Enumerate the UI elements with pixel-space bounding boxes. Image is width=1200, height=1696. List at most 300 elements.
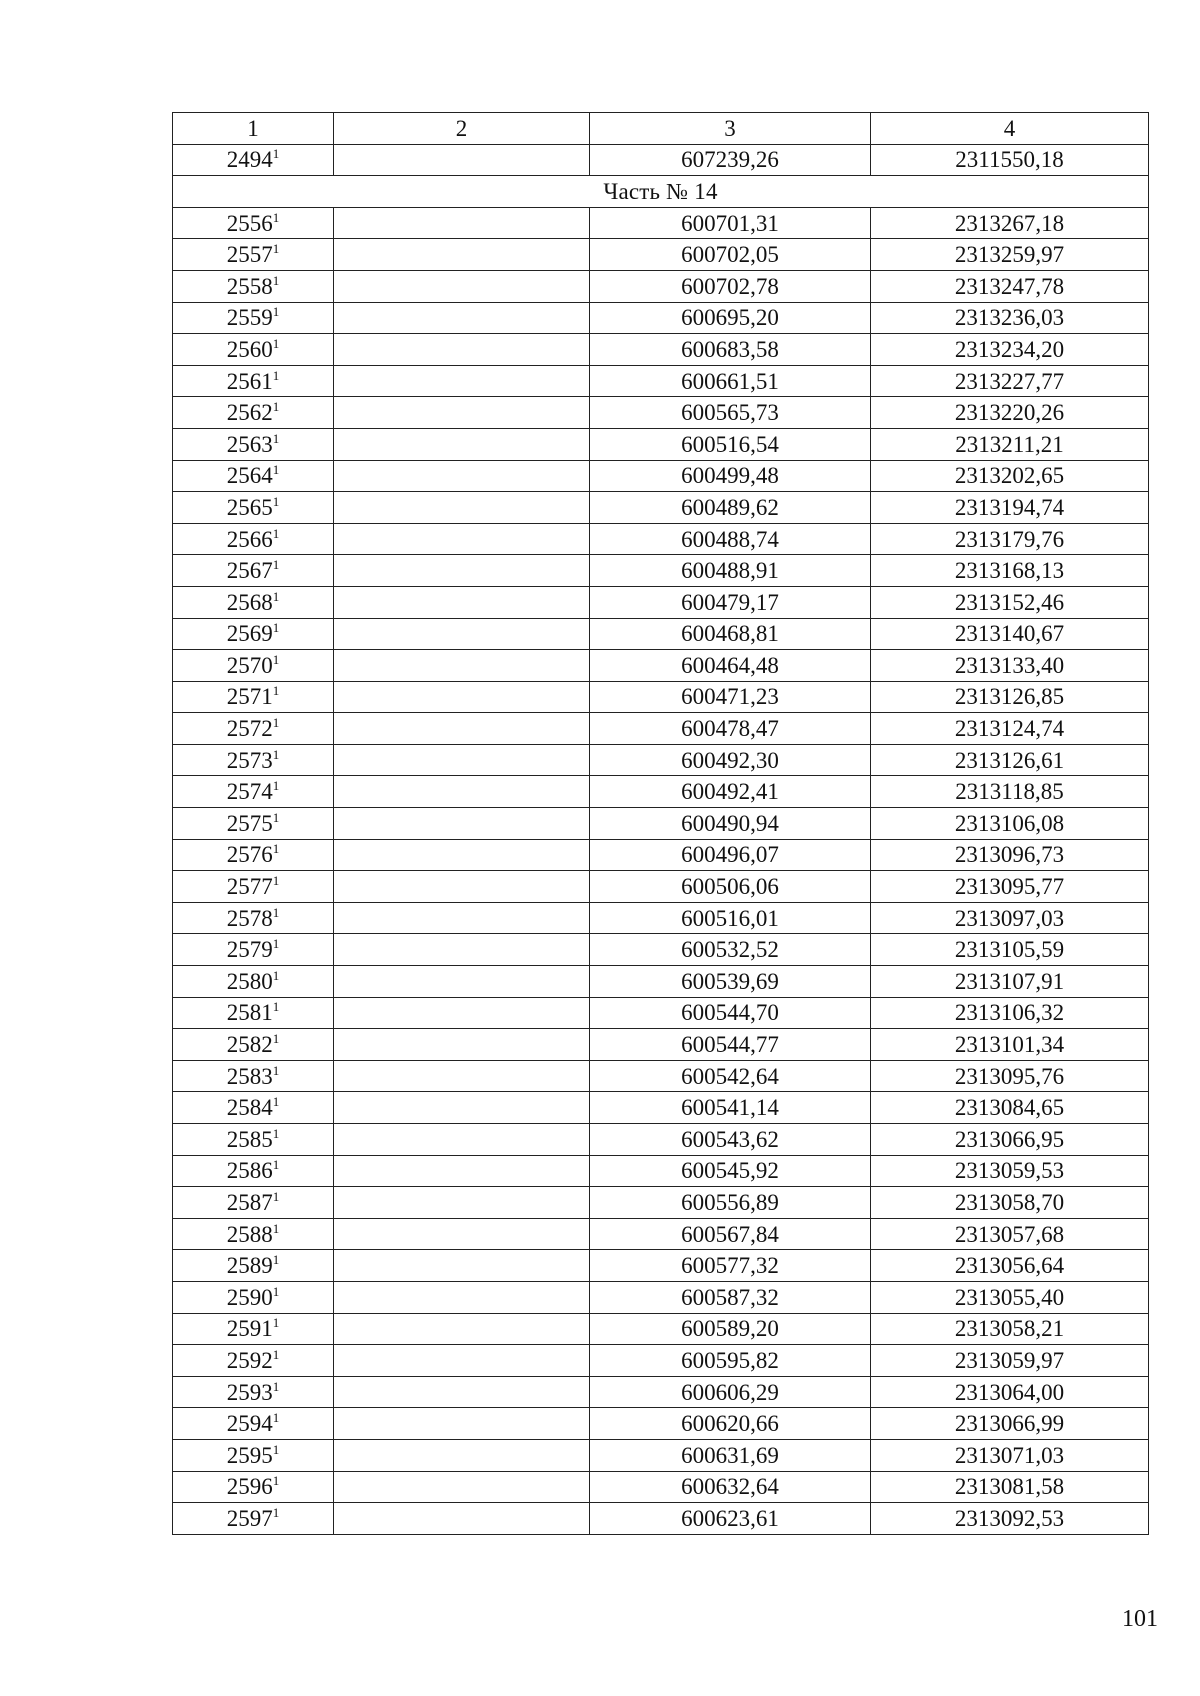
point-number: 2556 — [226, 210, 273, 236]
table-row — [173, 1471, 1149, 1503]
x-coordinate-cell: 600492,41 — [590, 776, 871, 808]
x-coordinate-cell: 600471,23 — [590, 681, 871, 713]
point-number-superscript: 1 — [272, 683, 280, 699]
empty-cell — [334, 1187, 590, 1219]
point-number-superscript: 1 — [272, 936, 280, 952]
point-number-superscript: 1 — [272, 1125, 280, 1141]
point-number-superscript: 1 — [272, 967, 280, 983]
y-coordinate-cell: 2313106,08 — [871, 808, 1149, 840]
x-coordinate-cell: 600544,77 — [590, 1029, 871, 1061]
point-number-cell — [173, 586, 334, 618]
table-row — [173, 1281, 1149, 1313]
x-coordinate-cell: 600542,64 — [590, 1060, 871, 1092]
point-number-superscript: 1 — [272, 715, 280, 731]
section-row — [173, 176, 1149, 208]
table-row — [173, 713, 1149, 745]
y-coordinate-cell: 2313211,21 — [871, 428, 1149, 460]
table-row — [173, 334, 1149, 366]
empty-cell — [334, 1029, 590, 1061]
empty-cell — [334, 713, 590, 745]
y-coordinate-cell: 2313059,97 — [871, 1345, 1149, 1377]
x-coordinate-cell: 600492,30 — [590, 744, 871, 776]
y-coordinate-cell: 2313097,03 — [871, 902, 1149, 934]
point-number-superscript: 1 — [272, 525, 280, 541]
y-coordinate-cell: 2313095,76 — [871, 1060, 1149, 1092]
point-number-cell — [173, 650, 334, 682]
point-number-cell — [173, 808, 334, 840]
empty-cell — [334, 207, 590, 239]
point-number-cell — [173, 1092, 334, 1124]
y-coordinate-cell: 2313220,26 — [871, 397, 1149, 429]
point-number-superscript: 1 — [272, 1410, 280, 1426]
x-coordinate-cell: 600488,91 — [590, 555, 871, 587]
x-coordinate-cell: 600464,48 — [590, 650, 871, 682]
empty-cell — [334, 302, 590, 334]
x-coordinate-cell: 600695,20 — [590, 302, 871, 334]
point-number-cell — [173, 1060, 334, 1092]
x-coordinate-cell: 600544,70 — [590, 997, 871, 1029]
y-coordinate-cell: 2313247,78 — [871, 270, 1149, 302]
point-number-superscript: 1 — [272, 1094, 280, 1110]
point-number-superscript: 1 — [272, 493, 280, 509]
y-coordinate-cell: 2313179,76 — [871, 523, 1149, 555]
point-number: 2578 — [226, 905, 273, 931]
table-row — [173, 1029, 1149, 1061]
point-number-superscript: 1 — [272, 1220, 280, 1236]
table-row — [173, 1218, 1149, 1250]
header-cell-col3: 3 — [590, 113, 871, 145]
empty-cell — [334, 1313, 590, 1345]
point-number-cell — [173, 492, 334, 524]
point-number-cell — [173, 966, 334, 998]
x-coordinate-cell: 600543,62 — [590, 1124, 871, 1156]
empty-cell — [334, 1471, 590, 1503]
x-coordinate-cell: 600541,14 — [590, 1092, 871, 1124]
point-number-superscript: 1 — [272, 399, 280, 415]
point-number-superscript: 1 — [272, 367, 280, 383]
header-cell-col2: 2 — [334, 113, 590, 145]
empty-cell — [334, 1218, 590, 1250]
x-coordinate-cell: 600587,32 — [590, 1281, 871, 1313]
y-coordinate-cell: 2313056,64 — [871, 1250, 1149, 1282]
point-number: 2596 — [226, 1474, 273, 1500]
y-coordinate-cell: 2313081,58 — [871, 1471, 1149, 1503]
table-row — [173, 460, 1149, 492]
point-number-superscript: 1 — [272, 1252, 280, 1268]
table-row — [173, 1503, 1149, 1535]
x-coordinate-cell: 600506,06 — [590, 871, 871, 903]
x-coordinate-cell: 600701,31 — [590, 207, 871, 239]
empty-cell — [334, 1092, 590, 1124]
y-coordinate-cell: 2313105,59 — [871, 934, 1149, 966]
point-number: 2594 — [226, 1411, 273, 1437]
table-row — [173, 1187, 1149, 1219]
point-number-superscript: 1 — [272, 1157, 280, 1173]
table-row — [173, 270, 1149, 302]
table-row — [173, 239, 1149, 271]
x-coordinate-cell: 600468,81 — [590, 618, 871, 650]
table-row — [173, 650, 1149, 682]
x-coordinate-cell: 600496,07 — [590, 839, 871, 871]
table-row — [173, 1124, 1149, 1156]
point-number: 2562 — [226, 400, 273, 426]
x-coordinate-cell: 600567,84 — [590, 1218, 871, 1250]
point-number: 2582 — [226, 1032, 273, 1058]
point-number-superscript: 1 — [272, 873, 280, 889]
point-number: 2564 — [226, 463, 273, 489]
x-coordinate-cell: 600623,61 — [590, 1503, 871, 1535]
y-coordinate-cell: 2313064,00 — [871, 1376, 1149, 1408]
table-row — [173, 1439, 1149, 1471]
y-coordinate-cell: 2313058,70 — [871, 1187, 1149, 1219]
point-number: 2561 — [226, 368, 273, 394]
point-number: 2567 — [226, 558, 273, 584]
y-coordinate-cell: 2313259,97 — [871, 239, 1149, 271]
x-coordinate-cell: 600489,62 — [590, 492, 871, 524]
table-row — [173, 555, 1149, 587]
point-number: 2494 — [226, 147, 273, 173]
empty-cell — [334, 460, 590, 492]
x-coordinate-cell: 600661,51 — [590, 365, 871, 397]
point-number-cell — [173, 744, 334, 776]
y-coordinate-cell: 2313236,03 — [871, 302, 1149, 334]
x-coordinate-cell: 600532,52 — [590, 934, 871, 966]
empty-cell — [334, 776, 590, 808]
point-number-superscript: 1 — [272, 272, 280, 288]
table-row — [173, 681, 1149, 713]
y-coordinate-cell: 2313101,34 — [871, 1029, 1149, 1061]
point-number-superscript: 1 — [272, 557, 280, 573]
point-number: 2557 — [226, 242, 273, 268]
point-number-superscript: 1 — [272, 651, 280, 667]
empty-cell — [334, 1124, 590, 1156]
point-number: 2589 — [226, 1253, 273, 1279]
point-number: 2560 — [226, 336, 273, 362]
y-coordinate-cell: 2313152,46 — [871, 586, 1149, 618]
empty-cell — [334, 997, 590, 1029]
point-number-cell — [173, 1124, 334, 1156]
point-number-superscript: 1 — [272, 1188, 280, 1204]
point-number-superscript: 1 — [272, 1504, 280, 1520]
empty-cell — [334, 1281, 590, 1313]
x-coordinate-cell: 600490,94 — [590, 808, 871, 840]
point-number-cell — [173, 1345, 334, 1377]
table-row — [173, 1060, 1149, 1092]
header-cell-col4: 4 — [871, 113, 1149, 145]
point-number: 2580 — [226, 968, 273, 994]
point-number-superscript: 1 — [272, 809, 280, 825]
x-coordinate-cell: 600702,78 — [590, 270, 871, 302]
empty-cell — [334, 1345, 590, 1377]
point-number-superscript: 1 — [272, 588, 280, 604]
empty-cell — [334, 1060, 590, 1092]
point-number-cell — [173, 1376, 334, 1408]
point-number-cell — [173, 776, 334, 808]
x-coordinate-cell: 600632,64 — [590, 1471, 871, 1503]
empty-cell — [334, 650, 590, 682]
point-number-superscript: 1 — [272, 1441, 280, 1457]
empty-cell — [334, 1376, 590, 1408]
point-number-superscript: 1 — [272, 304, 280, 320]
table-row — [173, 1092, 1149, 1124]
empty-cell — [334, 492, 590, 524]
x-coordinate-cell: 600488,74 — [590, 523, 871, 555]
table-row — [173, 839, 1149, 871]
table-row — [173, 902, 1149, 934]
y-coordinate-cell: 2313234,20 — [871, 334, 1149, 366]
point-number: 2572 — [226, 716, 273, 742]
y-coordinate-cell: 2313095,77 — [871, 871, 1149, 903]
point-number: 2571 — [226, 684, 273, 710]
x-coordinate-cell: 600545,92 — [590, 1155, 871, 1187]
table-row — [173, 744, 1149, 776]
point-number-cell — [173, 839, 334, 871]
page-number: 101 — [1122, 1606, 1158, 1632]
point-number: 2595 — [226, 1442, 273, 1468]
x-coordinate-cell: 600702,05 — [590, 239, 871, 271]
x-coordinate-cell: 600516,01 — [590, 902, 871, 934]
table-row — [173, 207, 1149, 239]
point-number-cell — [173, 207, 334, 239]
x-coordinate-cell: 600589,20 — [590, 1313, 871, 1345]
x-coordinate-cell: 600606,29 — [590, 1376, 871, 1408]
point-number-cell — [173, 302, 334, 334]
point-number: 2588 — [226, 1221, 273, 1247]
section-title: Часть № 14 — [173, 176, 1149, 208]
empty-cell — [334, 618, 590, 650]
y-coordinate-cell: 2313092,53 — [871, 1503, 1149, 1535]
x-coordinate-cell: 600565,73 — [590, 397, 871, 429]
point-number-superscript: 1 — [272, 1283, 280, 1299]
x-coordinate-cell: 600539,69 — [590, 966, 871, 998]
y-coordinate-cell: 2313106,32 — [871, 997, 1149, 1029]
point-number-superscript: 1 — [272, 462, 280, 478]
point-number: 2577 — [226, 874, 273, 900]
point-number-cell — [173, 1029, 334, 1061]
point-number-cell — [173, 1155, 334, 1187]
point-number-superscript: 1 — [272, 746, 280, 762]
point-number-cell — [173, 428, 334, 460]
point-number: 2592 — [226, 1347, 273, 1373]
point-number-cell — [173, 1281, 334, 1313]
point-number-superscript: 1 — [272, 1062, 280, 1078]
point-number-cell — [173, 1250, 334, 1282]
point-number-cell — [173, 1187, 334, 1219]
point-number-superscript: 1 — [272, 620, 280, 636]
table-row — [173, 808, 1149, 840]
y-coordinate-cell: 2313066,99 — [871, 1408, 1149, 1440]
point-number-superscript: 1 — [272, 146, 280, 162]
empty-cell — [334, 934, 590, 966]
empty-cell — [334, 871, 590, 903]
y-coordinate-cell: 2313057,68 — [871, 1218, 1149, 1250]
x-coordinate-cell: 600479,17 — [590, 586, 871, 618]
x-coordinate-cell: 600620,66 — [590, 1408, 871, 1440]
empty-cell — [334, 586, 590, 618]
empty-cell — [334, 397, 590, 429]
point-number-superscript: 1 — [272, 241, 280, 257]
point-number: 2583 — [226, 1063, 273, 1089]
point-number-cell — [173, 1471, 334, 1503]
point-number: 2569 — [226, 621, 273, 647]
table-row — [173, 1155, 1149, 1187]
point-number: 2575 — [226, 810, 273, 836]
point-number: 2590 — [226, 1284, 273, 1310]
point-number-cell — [173, 902, 334, 934]
empty-cell — [334, 839, 590, 871]
point-number-superscript: 1 — [272, 430, 280, 446]
table-header-row — [173, 113, 1149, 145]
x-coordinate-cell: 600556,89 — [590, 1187, 871, 1219]
empty-cell — [334, 239, 590, 271]
point-number: 2574 — [226, 779, 273, 805]
table-row — [173, 618, 1149, 650]
point-number-cell — [173, 270, 334, 302]
empty-cell — [334, 808, 590, 840]
table-row — [173, 523, 1149, 555]
empty-cell — [334, 334, 590, 366]
y-coordinate-cell: 2313084,65 — [871, 1092, 1149, 1124]
x-coordinate-cell: 600499,48 — [590, 460, 871, 492]
y-coordinate-cell: 2313126,61 — [871, 744, 1149, 776]
empty-cell — [334, 144, 590, 176]
empty-cell — [334, 1503, 590, 1535]
point-number: 2579 — [226, 937, 273, 963]
table-row — [173, 1250, 1149, 1282]
point-number-superscript: 1 — [272, 904, 280, 920]
point-number: 2597 — [226, 1505, 273, 1531]
point-number-cell — [173, 523, 334, 555]
x-coordinate-cell: 600478,47 — [590, 713, 871, 745]
table-row — [173, 1408, 1149, 1440]
empty-cell — [334, 1439, 590, 1471]
point-number: 2570 — [226, 652, 273, 678]
coordinates-table-body — [173, 113, 1149, 1535]
point-number-cell — [173, 871, 334, 903]
point-number-superscript: 1 — [272, 1378, 280, 1394]
point-number-cell — [173, 1313, 334, 1345]
y-coordinate-cell: 2313058,21 — [871, 1313, 1149, 1345]
point-number: 2586 — [226, 1158, 273, 1184]
x-coordinate-cell: 600631,69 — [590, 1439, 871, 1471]
table-row — [173, 776, 1149, 808]
empty-cell — [334, 966, 590, 998]
empty-cell — [334, 523, 590, 555]
empty-cell — [334, 1155, 590, 1187]
table-row — [173, 586, 1149, 618]
point-number-cell — [173, 1408, 334, 1440]
table-row — [173, 1345, 1149, 1377]
point-number: 2581 — [226, 1000, 273, 1026]
point-number-cell — [173, 934, 334, 966]
y-coordinate-cell: 2313267,18 — [871, 207, 1149, 239]
empty-cell — [334, 365, 590, 397]
y-coordinate-cell: 2313227,77 — [871, 365, 1149, 397]
y-coordinate-cell: 2313126,85 — [871, 681, 1149, 713]
y-coordinate-cell: 2313118,85 — [871, 776, 1149, 808]
y-coordinate-cell: 2313140,67 — [871, 618, 1149, 650]
point-number-cell — [173, 144, 334, 176]
point-number-cell — [173, 460, 334, 492]
empty-cell — [334, 681, 590, 713]
point-number: 2585 — [226, 1126, 273, 1152]
point-number: 2559 — [226, 305, 273, 331]
table-row — [173, 966, 1149, 998]
empty-cell — [334, 1250, 590, 1282]
point-number-cell — [173, 555, 334, 587]
point-number-cell — [173, 618, 334, 650]
x-coordinate-cell: 600516,54 — [590, 428, 871, 460]
point-number-superscript: 1 — [272, 209, 280, 225]
empty-cell — [334, 270, 590, 302]
point-number-superscript: 1 — [272, 778, 280, 794]
point-number-cell — [173, 239, 334, 271]
table-row — [173, 492, 1149, 524]
point-number-superscript: 1 — [272, 1473, 280, 1489]
empty-cell — [334, 744, 590, 776]
y-coordinate-cell: 2313059,53 — [871, 1155, 1149, 1187]
point-number-cell — [173, 334, 334, 366]
y-coordinate-cell: 2313071,03 — [871, 1439, 1149, 1471]
table-row — [173, 302, 1149, 334]
point-number-cell — [173, 1503, 334, 1535]
x-coordinate-cell: 607239,26 — [590, 144, 871, 176]
table-row — [173, 397, 1149, 429]
point-number-superscript: 1 — [272, 1031, 280, 1047]
table-row — [173, 428, 1149, 460]
x-coordinate-cell: 600595,82 — [590, 1345, 871, 1377]
point-number-cell — [173, 397, 334, 429]
point-number-superscript: 1 — [272, 1346, 280, 1362]
point-number: 2591 — [226, 1316, 273, 1342]
point-number-cell — [173, 713, 334, 745]
point-number: 2565 — [226, 494, 273, 520]
empty-cell — [334, 428, 590, 460]
empty-cell — [334, 555, 590, 587]
table-row — [173, 144, 1149, 176]
table-row — [173, 997, 1149, 1029]
y-coordinate-cell: 2313055,40 — [871, 1281, 1149, 1313]
y-coordinate-cell: 2313096,73 — [871, 839, 1149, 871]
header-cell-col1: 1 — [173, 113, 334, 145]
table-row — [173, 934, 1149, 966]
table-row — [173, 365, 1149, 397]
point-number-cell — [173, 681, 334, 713]
point-number: 2576 — [226, 842, 273, 868]
point-number-superscript: 1 — [272, 1315, 280, 1331]
point-number: 2593 — [226, 1379, 273, 1405]
y-coordinate-cell: 2313107,91 — [871, 966, 1149, 998]
x-coordinate-cell: 600577,32 — [590, 1250, 871, 1282]
point-number-cell — [173, 1218, 334, 1250]
table-row — [173, 1376, 1149, 1408]
point-number-superscript: 1 — [272, 999, 280, 1015]
y-coordinate-cell: 2313168,13 — [871, 555, 1149, 587]
y-coordinate-cell: 2313194,74 — [871, 492, 1149, 524]
point-number: 2566 — [226, 526, 273, 552]
point-number: 2563 — [226, 431, 273, 457]
point-number: 2587 — [226, 1189, 273, 1215]
point-number-superscript: 1 — [272, 841, 280, 857]
point-number-cell — [173, 1439, 334, 1471]
coordinates-table — [172, 112, 1149, 1535]
point-number: 2558 — [226, 273, 273, 299]
point-number-superscript: 1 — [272, 335, 280, 351]
y-coordinate-cell: 2313124,74 — [871, 713, 1149, 745]
y-coordinate-cell: 2313066,95 — [871, 1124, 1149, 1156]
y-coordinate-cell: 2311550,18 — [871, 144, 1149, 176]
table-row — [173, 871, 1149, 903]
